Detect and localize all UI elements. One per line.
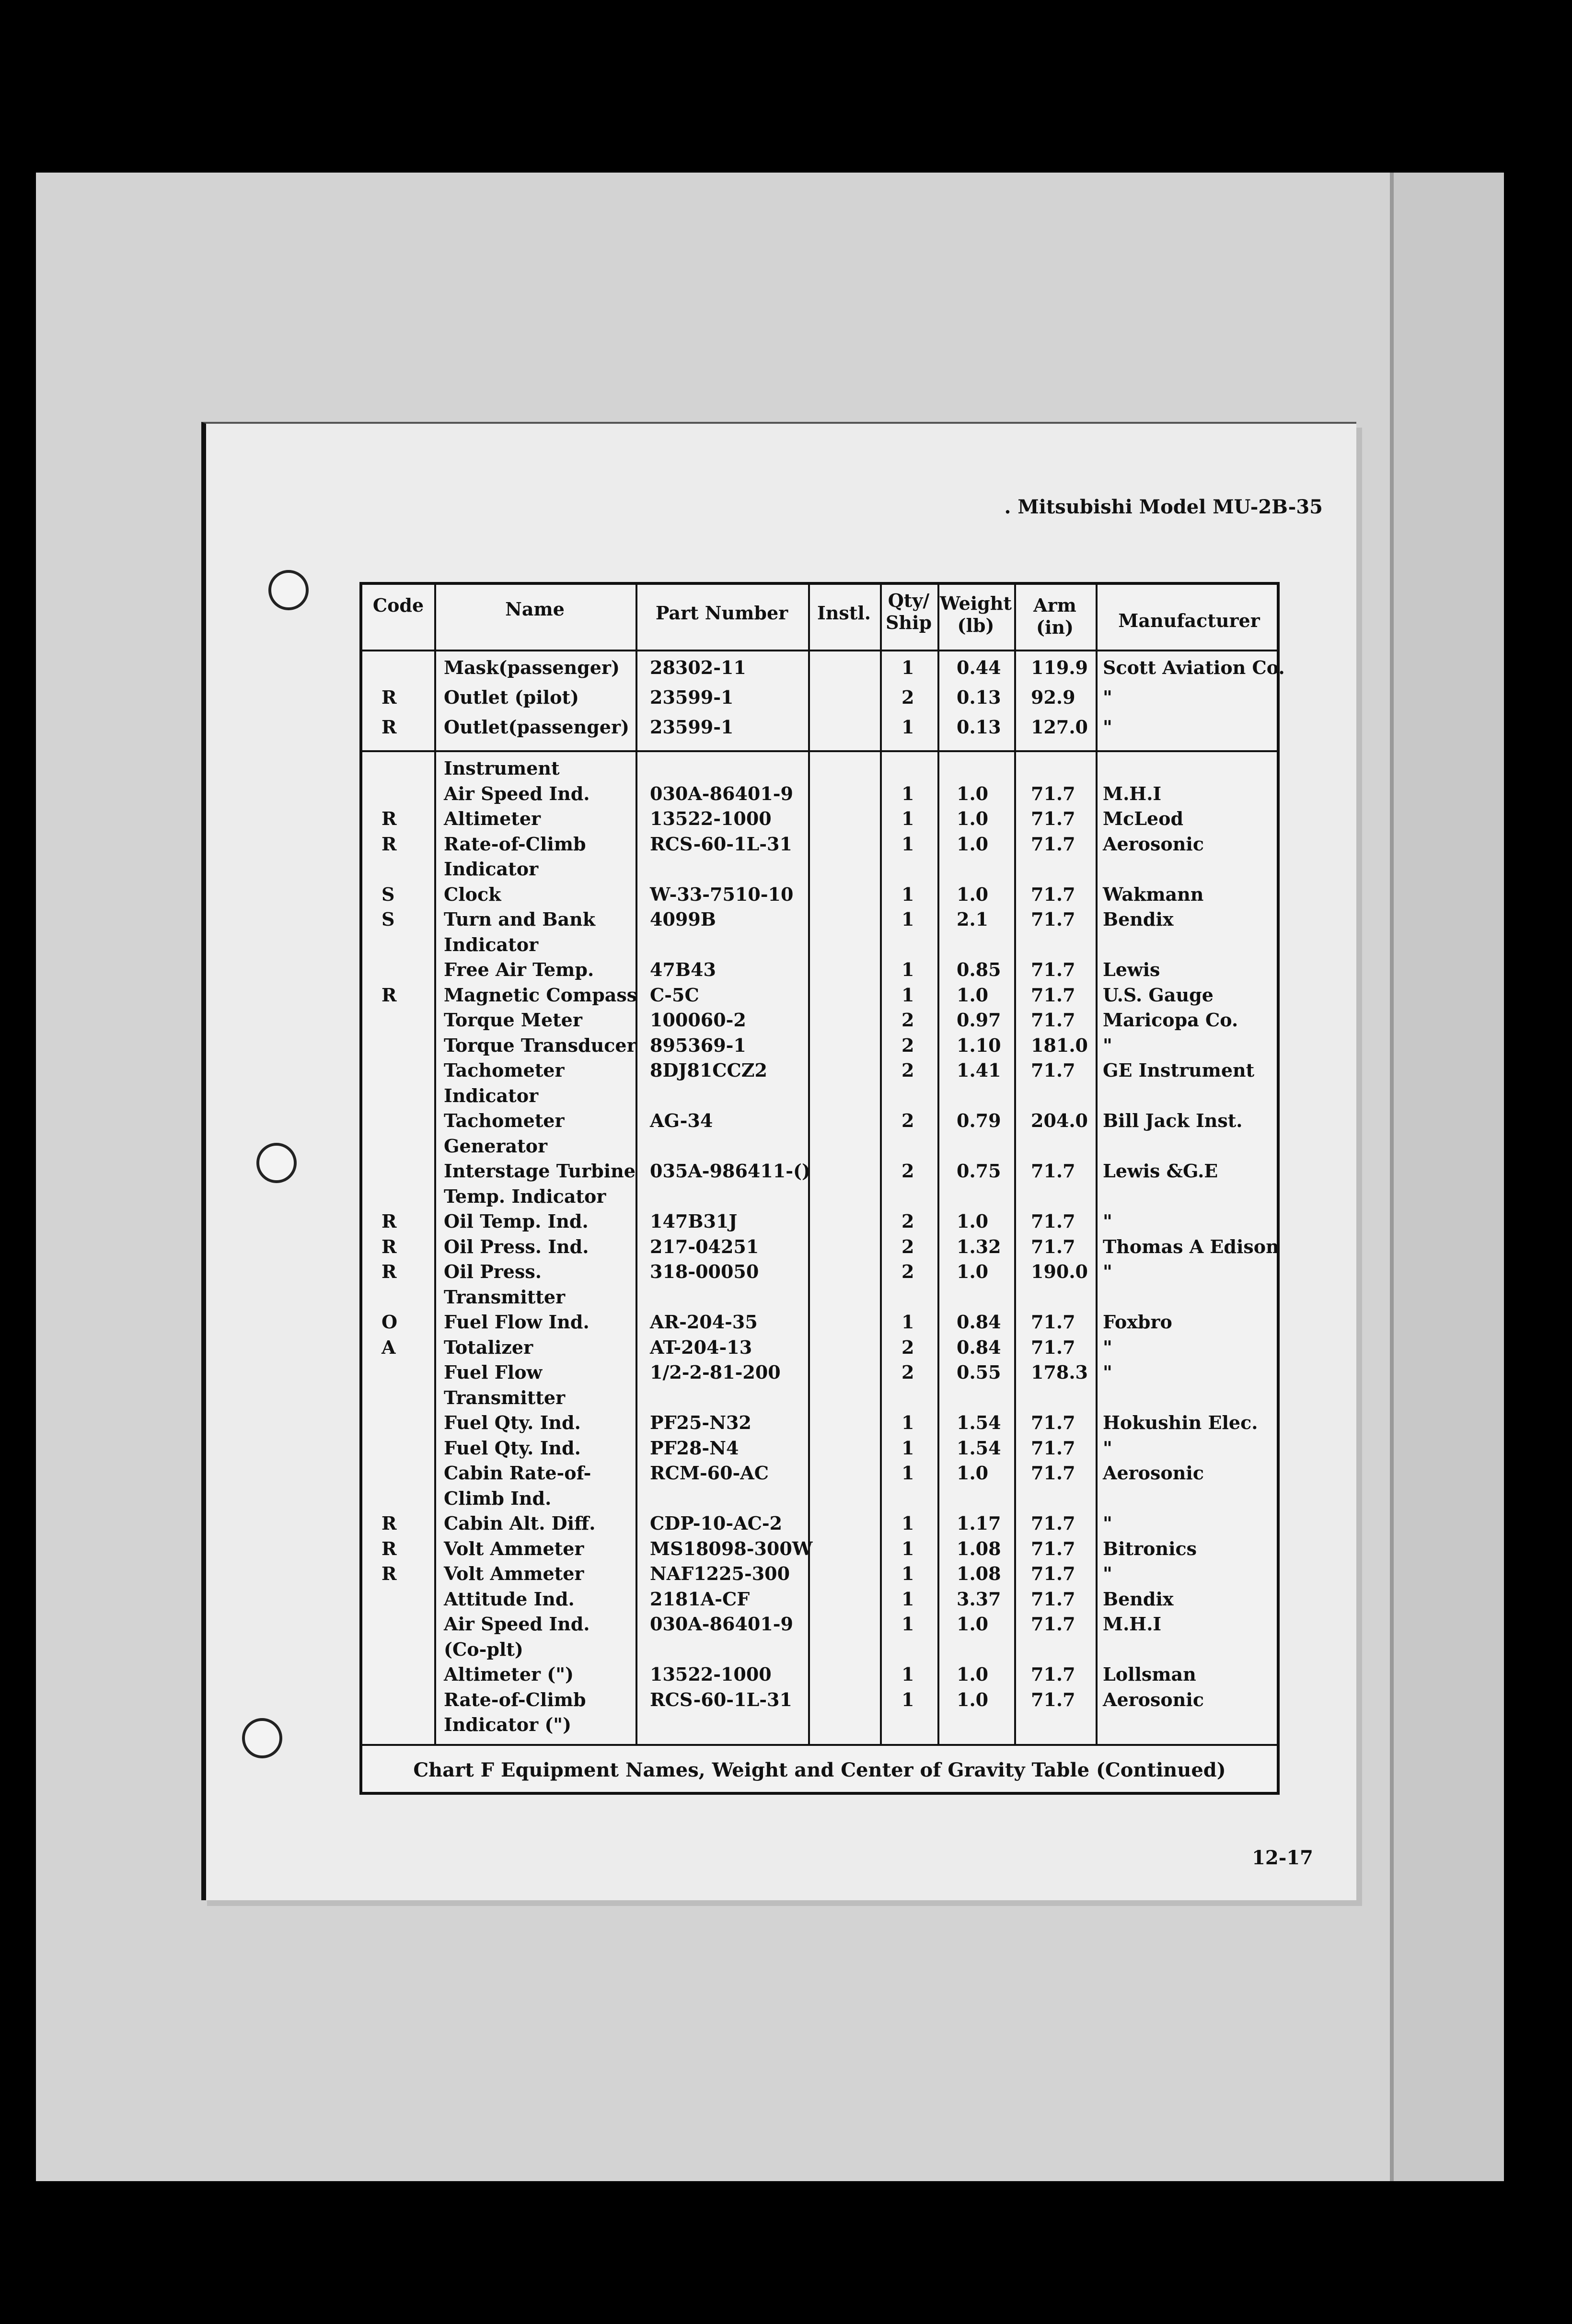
cell-part-number: 147B31J [650,1210,738,1232]
cell-qty: 1 [902,959,914,980]
cell-name: Volt Ammeter [444,1563,584,1584]
cell-manufacturer: Scott Aviation Co. [1103,657,1285,678]
cell-manufacturer: Thomas A Edison [1103,1235,1279,1257]
cell-arm: 71.7 [1031,1462,1075,1484]
cell-part-number: RCM-60-AC [650,1462,769,1484]
cell-qty: 1 [902,1462,914,1484]
header-name: Name [505,598,565,620]
caption-divider [362,1744,1277,1746]
cell-name: Transmitter [444,1386,566,1408]
header-weight-line2: (lb) [957,615,994,636]
cell-manufacturer: Aerosonic [1103,833,1204,855]
cell-manufacturer: Lewis &G.E [1103,1160,1218,1182]
cell-manufacturer: M.H.I [1103,1613,1162,1635]
table-row [362,1538,1277,1563]
row-divider [362,750,1277,752]
header-instl: Instl. [817,602,871,624]
cell-part-number: 28302-11 [650,657,746,678]
cell-part-number: 030A-86401-9 [650,1613,793,1635]
cell-part-number: 47B43 [650,959,716,980]
equipment-table [359,582,1285,1795]
cell-qty: 1 [902,716,914,738]
table-caption: Chart F Equipment Names, Weight and Center of Gravity Table (Continued) [413,1759,1226,1781]
cell-manufacturer: " [1103,1336,1112,1358]
cell-qty: 1 [902,1588,914,1610]
cell-code: R [381,808,397,829]
table-row [362,1085,1277,1110]
cell-code: R [381,833,397,855]
table-row [362,1185,1277,1211]
cell-part-number: 035A-986411-() [650,1160,810,1182]
cell-name: Altimeter (") [444,1663,574,1685]
cell-name: Altimeter [444,808,541,829]
cell-arm: 71.7 [1031,984,1075,1006]
header-arm-line1: Arm [1033,594,1076,616]
cell-weight: 1.08 [957,1537,1001,1559]
cell-arm: 71.7 [1031,833,1075,855]
cell-name: Indicator [444,1084,539,1106]
table-row [362,1261,1277,1286]
cell-qty: 2 [902,1261,914,1282]
cell-manufacturer: Aerosonic [1103,1688,1204,1710]
cell-arm: 204.0 [1031,1110,1088,1131]
header-weight-line1: Weight [940,593,1012,614]
cell-qty: 1 [902,808,914,829]
cell-name: Tachometer [444,1059,565,1081]
cell-qty: 2 [902,1110,914,1131]
cell-manufacturer: " [1103,1210,1112,1232]
table-row [362,1512,1277,1538]
table-row [362,1638,1277,1664]
table-row [362,883,1277,909]
cell-code: R [381,1512,397,1534]
cell-code: S [381,883,395,905]
cell-weight: 3.37 [957,1588,1001,1610]
cell-qty: 1 [902,657,914,678]
cell-part-number: 23599-1 [650,716,734,738]
cell-arm: 71.7 [1031,1412,1075,1433]
header-weight [937,593,1014,637]
cell-name: Fuel Qty. Ind. [444,1437,581,1459]
cell-code: R [381,1235,397,1257]
cell-arm: 71.7 [1031,1688,1075,1710]
header-qty-line2: Ship [885,612,932,633]
cell-qty: 2 [902,1034,914,1056]
cell-manufacturer: " [1103,1437,1112,1459]
cell-arm: 127.0 [1031,716,1088,738]
cell-code: R [381,1210,397,1232]
cell-manufacturer: Hokushin Elec. [1103,1412,1258,1433]
cell-qty: 2 [902,1009,914,1031]
binder-hole-icon [242,1718,282,1758]
cell-part-number: AG-34 [650,1110,713,1131]
cell-weight: 1.0 [957,1663,989,1685]
cell-name: Mask(passenger) [444,657,620,678]
cell-weight: 1.0 [957,808,989,829]
table-row [362,783,1277,808]
cell-qty: 1 [902,1512,914,1534]
cell-weight: 0.84 [957,1311,1001,1333]
cell-manufacturer: U.S. Gauge [1103,984,1214,1006]
cell-weight: 1.0 [957,1261,989,1282]
cell-name: Rate-of-Climb [444,833,586,855]
cell-arm: 71.7 [1031,1311,1075,1333]
table-row [362,1311,1277,1336]
table-row [362,1588,1277,1614]
cell-manufacturer: Bill Jack Inst. [1103,1110,1243,1131]
cell-arm: 71.7 [1031,1537,1075,1559]
cell-name: Indicator [444,858,539,880]
cell-part-number: PF25-N32 [650,1412,751,1433]
cell-arm: 71.7 [1031,1009,1075,1031]
cell-qty: 1 [902,908,914,930]
cell-name: Temp. Indicator [444,1185,606,1207]
cell-arm: 71.7 [1031,1210,1075,1232]
cell-name: Fuel Flow [444,1361,543,1383]
cell-qty: 1 [902,833,914,855]
cell-arm: 71.7 [1031,808,1075,829]
cell-name: Cabin Rate-of- [444,1462,591,1484]
table-row [362,1689,1277,1714]
cell-weight: 1.0 [957,1688,989,1710]
cell-name: Oil Press. [444,1261,542,1282]
cell-name: Torque Meter [444,1009,582,1031]
cell-arm: 71.7 [1031,1160,1075,1182]
cell-arm: 71.7 [1031,908,1075,930]
cell-arm: 181.0 [1031,1034,1088,1056]
cell-name: Volt Ammeter [444,1537,584,1559]
cell-code: A [381,1336,396,1358]
cell-name: Air Speed Ind. [444,782,590,804]
table-row [362,1613,1277,1638]
cell-manufacturer: Lollsman [1103,1663,1196,1685]
cell-weight: 1.0 [957,833,989,855]
cell-manufacturer: " [1103,1361,1112,1383]
table-row [362,1210,1277,1236]
cell-name: Interstage Turbine [444,1160,636,1182]
cell-code: R [381,1261,397,1282]
table-row [362,1059,1277,1085]
table-row [362,1563,1277,1588]
cell-weight: 1.41 [957,1059,1001,1081]
page-number: 12-17 [1252,1847,1313,1869]
cell-weight: 1.0 [957,1210,989,1232]
cell-part-number: AT-204-13 [650,1336,752,1358]
cell-qty: 1 [902,1537,914,1559]
cell-name: Air Speed Ind. [444,1613,590,1635]
cell-manufacturer: Lewis [1103,959,1160,980]
cell-arm: 71.7 [1031,1059,1075,1081]
cell-weight: 0.97 [957,1009,1001,1031]
board-edge [1390,173,1504,2181]
cell-part-number: 217-04251 [650,1235,759,1257]
cell-qty: 1 [902,782,914,804]
cell-arm: 92.9 [1031,686,1075,708]
cell-weight: 0.55 [957,1361,1001,1383]
document-page [201,422,1356,1900]
table-row [362,757,1277,783]
cell-code: R [381,1537,397,1559]
cell-name: Instrument [444,757,560,779]
cell-name: Clock [444,883,501,905]
cell-part-number: 8DJ81CCZ2 [650,1059,767,1081]
cell-part-number: 100060-2 [650,1009,746,1031]
cell-qty: 1 [902,1688,914,1710]
cell-code: R [381,1563,397,1584]
cell-name: Indicator [444,933,539,955]
cell-weight: 1.54 [957,1437,1001,1459]
cell-part-number: 2181A-CF [650,1588,750,1610]
cell-part-number: 13522-1000 [650,1663,772,1685]
cell-weight: 1.32 [957,1235,1001,1257]
cell-manufacturer: Aerosonic [1103,1462,1204,1484]
cell-name: Oil Press. Ind. [444,1235,589,1257]
cell-part-number: CDP-10-AC-2 [650,1512,783,1534]
cell-weight: 1.08 [957,1563,1001,1584]
cell-manufacturer: M.H.I [1103,782,1162,804]
cell-manufacturer: Maricopa Co. [1103,1009,1238,1031]
table-row [362,1462,1277,1487]
cell-name: Totalizer [444,1336,533,1358]
cell-manufacturer: Bendix [1103,1588,1174,1610]
cell-name: Fuel Flow Ind. [444,1311,590,1333]
cell-arm: 71.7 [1031,1663,1075,1685]
cell-code: R [381,984,397,1006]
header-arm [1014,594,1096,639]
cell-weight: 1.0 [957,883,989,905]
cell-name: Outlet(passenger) [444,716,629,738]
cell-weight: 0.75 [957,1160,1001,1182]
table-row [362,1387,1277,1412]
cell-qty: 1 [902,1563,914,1584]
cell-qty: 2 [902,1210,914,1232]
cell-part-number: 23599-1 [650,686,734,708]
cell-arm: 71.7 [1031,1437,1075,1459]
cell-part-number: 4099B [650,908,716,930]
table-row [362,959,1277,984]
cell-qty: 1 [902,1437,914,1459]
cell-qty: 1 [902,984,914,1006]
cell-arm: 190.0 [1031,1261,1088,1282]
table-row [362,1135,1277,1161]
cell-name: Turn and Bank [444,908,596,930]
table-row [362,1361,1277,1387]
cell-manufacturer: Foxbro [1103,1311,1172,1333]
table-row [362,1412,1277,1437]
header-manufacturer: Manufacturer [1118,610,1260,631]
cell-manufacturer: Wakmann [1103,883,1204,905]
table-row [362,1336,1277,1362]
cell-weight: 0.84 [957,1336,1001,1358]
cell-weight: 1.0 [957,782,989,804]
table-row [362,1663,1277,1689]
cell-code: R [381,686,397,708]
cell-weight: 0.85 [957,959,1001,980]
table-row [362,1160,1277,1185]
cell-name: Outlet (pilot) [444,686,579,708]
cell-part-number: RCS-60-1L-31 [650,1688,792,1710]
cell-weight: 2.1 [957,908,989,930]
cell-qty: 1 [902,883,914,905]
table-row [362,1009,1277,1034]
header-qty-line1: Qty/ [888,590,930,611]
cell-arm: 71.7 [1031,883,1075,905]
cell-name: Transmitter [444,1286,566,1308]
cell-weight: 1.0 [957,1613,989,1635]
cell-part-number: 895369-1 [650,1034,746,1056]
cell-code: R [381,716,397,738]
cell-arm: 71.7 [1031,782,1075,804]
cell-name: Attitude Ind. [444,1588,575,1610]
cell-manufacturer: GE Instrument [1103,1059,1255,1081]
table-row [362,858,1277,883]
cell-manufacturer: " [1103,1034,1112,1056]
cell-manufacturer: " [1103,686,1112,708]
cell-name: Magnetic Compass [444,984,637,1006]
cell-weight: 1.0 [957,1462,989,1484]
table-row [362,657,1285,686]
cell-part-number: 1/2-2-81-200 [650,1361,781,1383]
table-row [362,984,1277,1010]
cell-qty: 1 [902,1412,914,1433]
cell-name: Indicator (") [444,1714,572,1735]
table-row [362,1110,1277,1135]
cell-part-number: RCS-60-1L-31 [650,833,792,855]
cell-name: (Co-plt) [444,1638,523,1660]
cell-part-number: NAF1225-300 [650,1563,790,1584]
cell-code: S [381,908,395,930]
table-row [362,1286,1277,1312]
cell-qty: 2 [902,1235,914,1257]
cell-arm: 178.3 [1031,1361,1088,1383]
table-row [362,934,1277,959]
page-title: . Mitsubishi Model MU-2B-35 [1004,496,1323,518]
cell-manufacturer: Bitronics [1103,1537,1197,1559]
table-row [362,1714,1277,1739]
cell-part-number: 030A-86401-9 [650,782,793,804]
table-row [362,1487,1277,1513]
cell-part-number: AR-204-35 [650,1311,758,1333]
cell-manufacturer: " [1103,1512,1112,1534]
cell-name: Free Air Temp. [444,959,594,980]
header-part-number: Part Number [655,602,788,624]
cell-qty: 1 [902,1663,914,1685]
cell-manufacturer: " [1103,1261,1112,1282]
cell-arm: 71.7 [1031,1613,1075,1635]
header-qty [880,590,937,634]
table-row [362,808,1277,833]
cell-part-number: 13522-1000 [650,808,772,829]
row-divider [362,650,1277,651]
cell-manufacturer: " [1103,716,1112,738]
cell-name: Torque Transducer [444,1034,636,1056]
cell-part-number: PF28-N4 [650,1437,739,1459]
cell-weight: 0.79 [957,1110,1001,1131]
cell-part-number: 318-00050 [650,1261,759,1282]
cell-qty: 2 [902,1160,914,1182]
cell-weight: 1.0 [957,984,989,1006]
cell-arm: 71.7 [1031,1235,1075,1257]
cell-arm: 71.7 [1031,1336,1075,1358]
cell-qty: 2 [902,1336,914,1358]
header-arm-line2: (in) [1036,616,1074,638]
cell-arm: 71.7 [1031,959,1075,980]
cell-arm: 71.7 [1031,1563,1075,1584]
cell-arm: 71.7 [1031,1588,1075,1610]
table-row [362,686,1277,716]
cell-manufacturer: McLeod [1103,808,1184,829]
table-row [362,716,1277,746]
cell-name: Climb Ind. [444,1487,552,1509]
table-row [362,1437,1277,1463]
table-row [362,1236,1277,1261]
cell-qty: 1 [902,1311,914,1333]
cell-name: Generator [444,1135,547,1157]
cell-manufacturer: " [1103,1563,1112,1584]
table-row [362,1034,1277,1060]
cell-arm: 119.9 [1031,657,1088,678]
cell-weight: 0.44 [957,657,1001,678]
cell-name: Cabin Alt. Diff. [444,1512,596,1534]
cell-qty: 2 [902,1361,914,1383]
cell-part-number: MS18098-300W [650,1537,813,1559]
cell-name: Rate-of-Climb [444,1688,586,1710]
cell-manufacturer: Bendix [1103,908,1174,930]
cell-weight: 1.10 [957,1034,1001,1056]
cell-name: Fuel Qty. Ind. [444,1412,581,1433]
cell-arm: 71.7 [1031,1512,1075,1534]
cell-qty: 1 [902,1613,914,1635]
cell-name: Tachometer [444,1110,565,1131]
table-row [362,908,1277,934]
cell-name: Oil Temp. Ind. [444,1210,589,1232]
binder-hole-icon [256,1143,297,1183]
table-row [362,833,1277,859]
cell-weight: 0.13 [957,686,1001,708]
binder-hole-icon [268,570,309,610]
header-code: Code [372,594,424,616]
cell-code: O [381,1311,398,1333]
cell-part-number: C-5C [650,984,699,1006]
cell-qty: 2 [902,1059,914,1081]
cell-part-number: W-33-7510-10 [650,883,794,905]
cell-weight: 1.17 [957,1512,1001,1534]
cell-weight: 1.54 [957,1412,1001,1433]
cell-weight: 0.13 [957,716,1001,738]
cell-qty: 2 [902,686,914,708]
